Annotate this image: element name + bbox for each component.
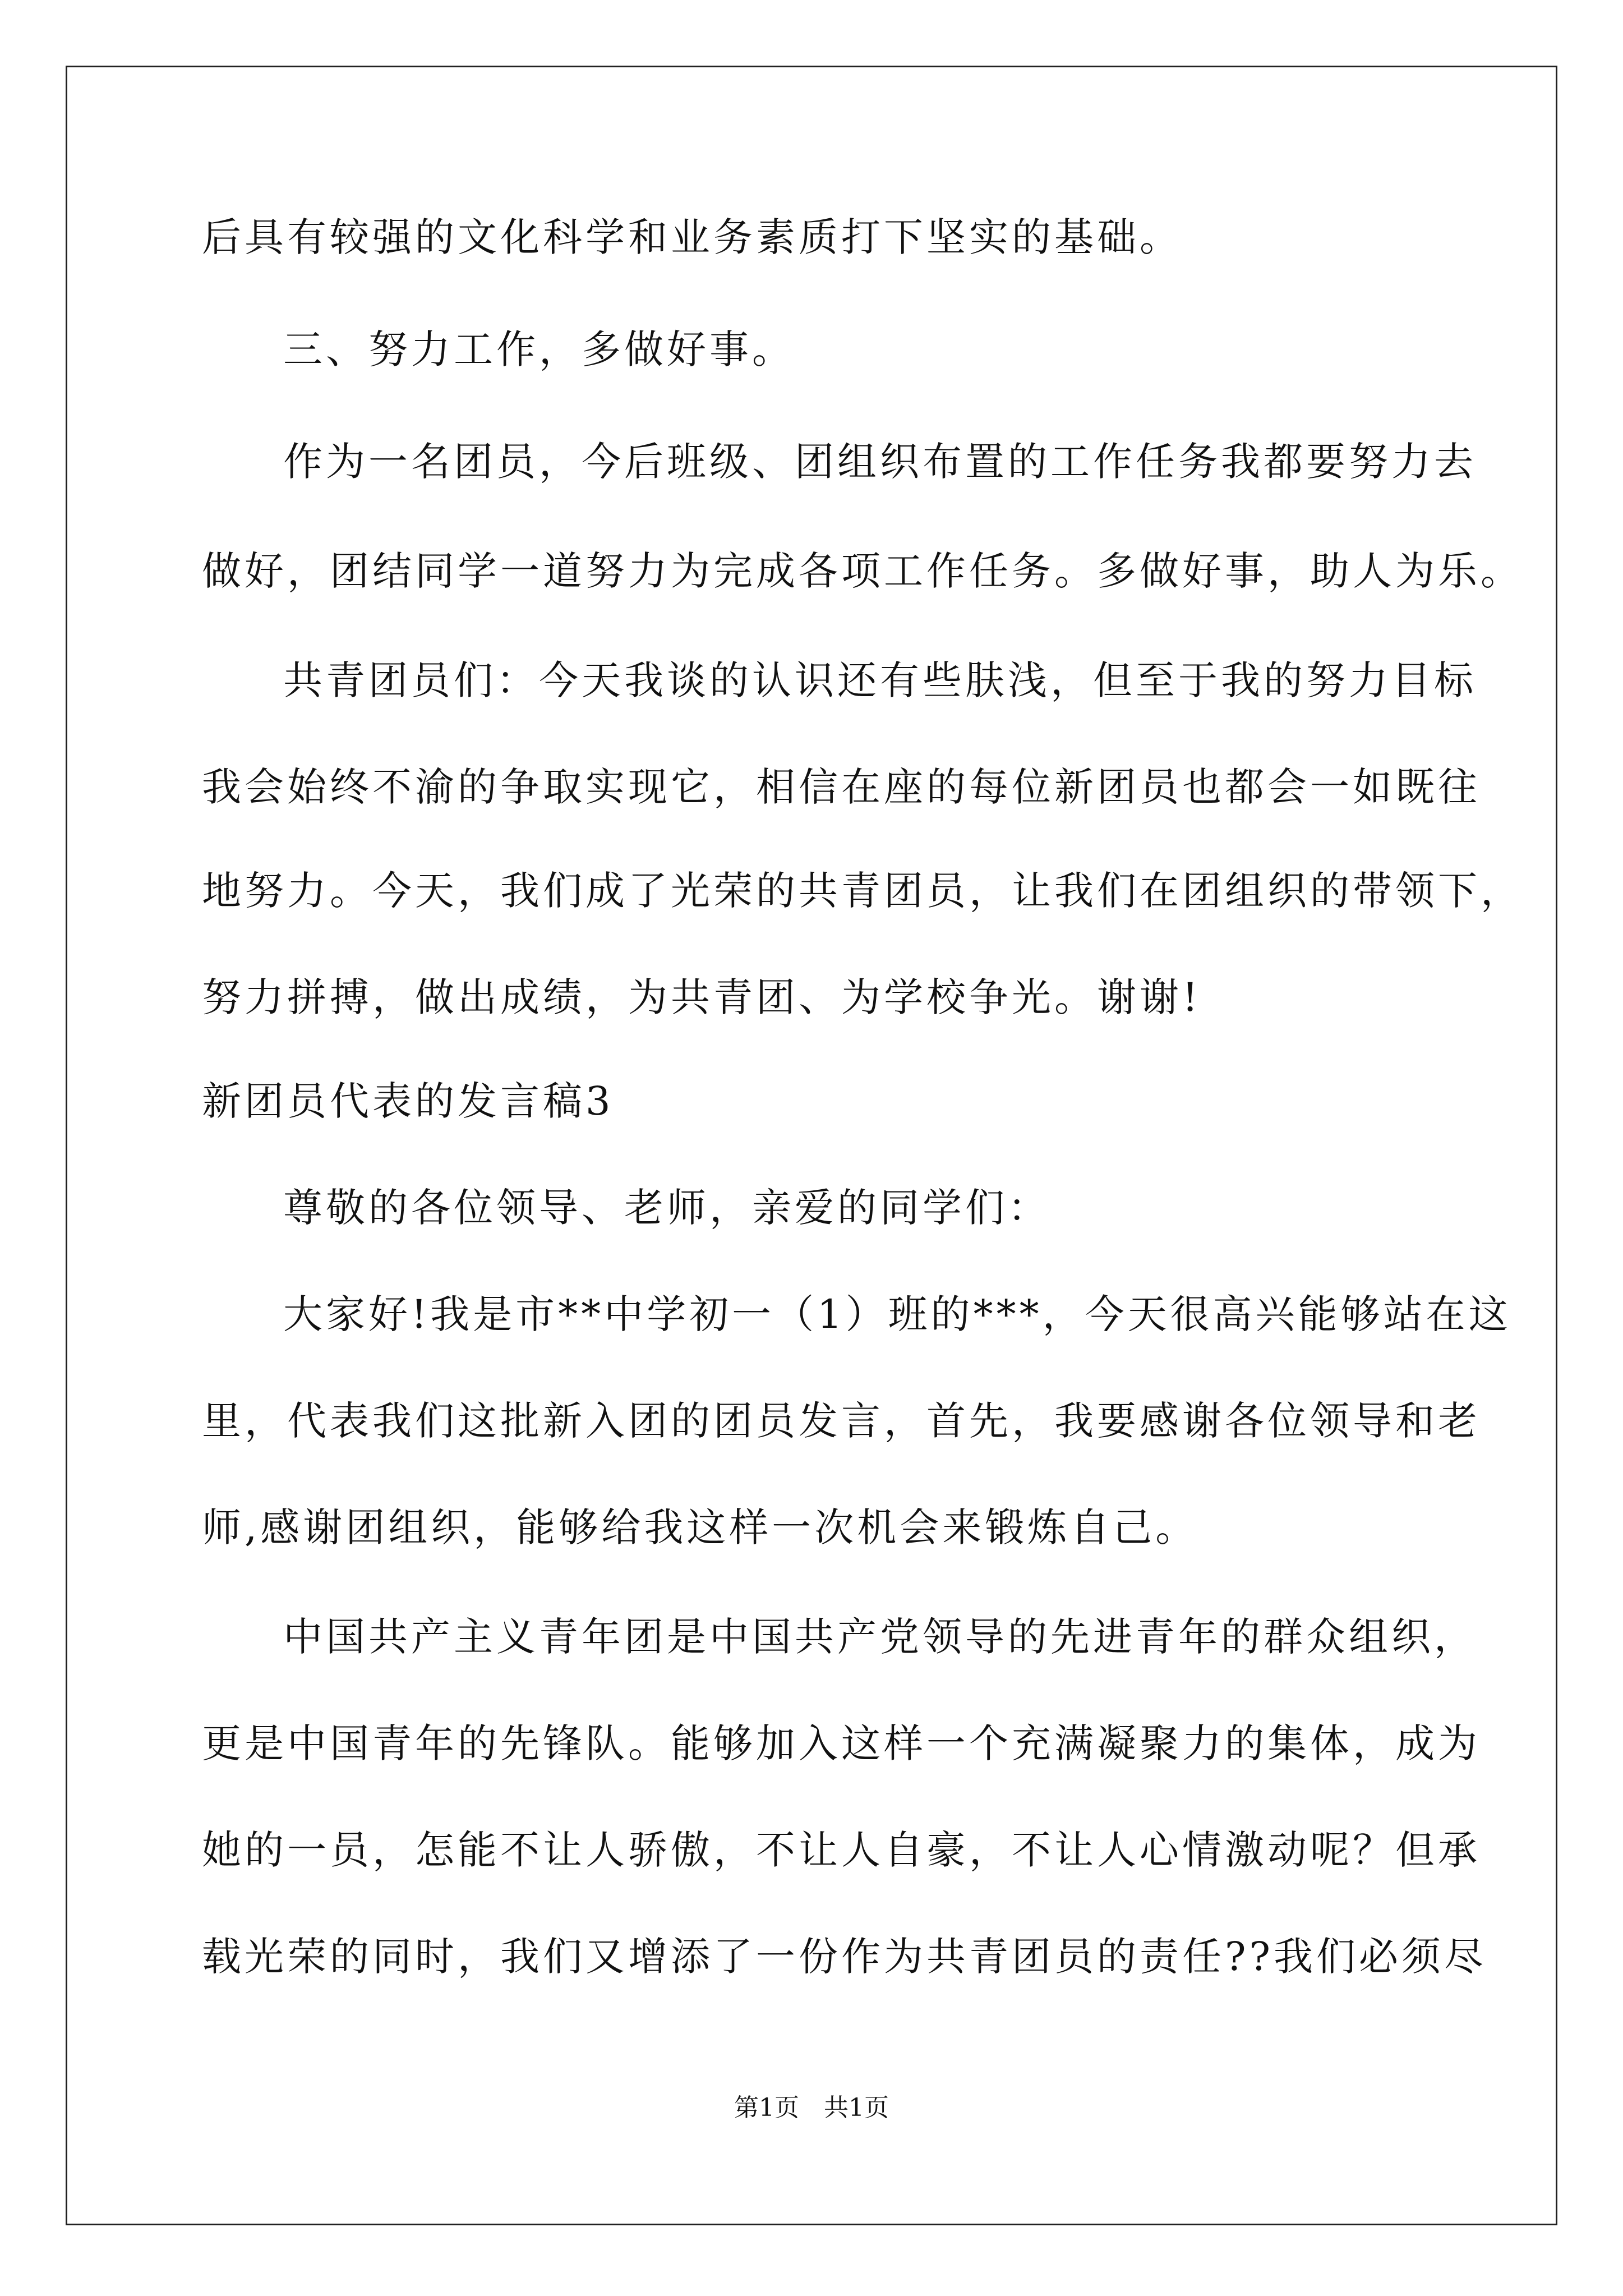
salutation: 尊敬的各位领导、老师，亲爱的同学们： <box>283 1185 1050 1231</box>
text-line: 中国共产主义青年团是中国共产党领导的先进青年的群众组织， <box>283 1614 1477 1660</box>
text-line: 做好，团结同学一道努力为完成各项工作任务。多做好事，助人为乐。 <box>202 548 1523 594</box>
section-heading: 三、努力工作，多做好事。 <box>283 326 795 372</box>
text-line: 更是中国青年的先锋队。能够加入这样一个充满凝聚力的集体，成为 <box>202 1720 1481 1766</box>
text-line: 努力拼搏，做出成绩，为共青团、为学校争光。谢谢! <box>202 974 1202 1020</box>
text-line: 我会始终不渝的争取实现它，相信在座的每位新团员也都会一如既往 <box>202 764 1481 810</box>
text-line: 后具有较强的文化科学和业务素质打下坚实的基础。 <box>202 214 1182 260</box>
text-line: 师,感谢团组织，能够给我这样一次机会来锻炼自己。 <box>202 1504 1198 1550</box>
text-line: 载光荣的同时，我们又增添了一份作为共青团员的责任??我们必须尽 <box>202 1934 1487 1980</box>
page-border <box>66 66 1557 2225</box>
text-line: 她的一员，怎能不让人骄傲，不让人自豪，不让人心情激动呢？但承 <box>202 1827 1481 1873</box>
text-line: 里，代表我们这批新入团的团员发言，首先，我要感谢各位领导和老 <box>202 1398 1481 1444</box>
article-title: 新团员代表的发言稿3 <box>202 1078 614 1124</box>
text-line: 共青团员们：今天我谈的认识还有些肤浅，但至于我的努力目标 <box>283 657 1477 703</box>
page-number: 第1页 共1页 <box>734 2093 889 2122</box>
text-line: 大家好!我是市**中学初一（1）班的***，今天很高兴能够站在这 <box>283 1291 1511 1337</box>
text-line: 地努力。今天，我们成了光荣的共青团员，让我们在团组织的带领下， <box>202 868 1523 914</box>
text-line: 作为一名团员，今后班级、团组织布置的工作任务我都要努力去 <box>283 439 1477 485</box>
